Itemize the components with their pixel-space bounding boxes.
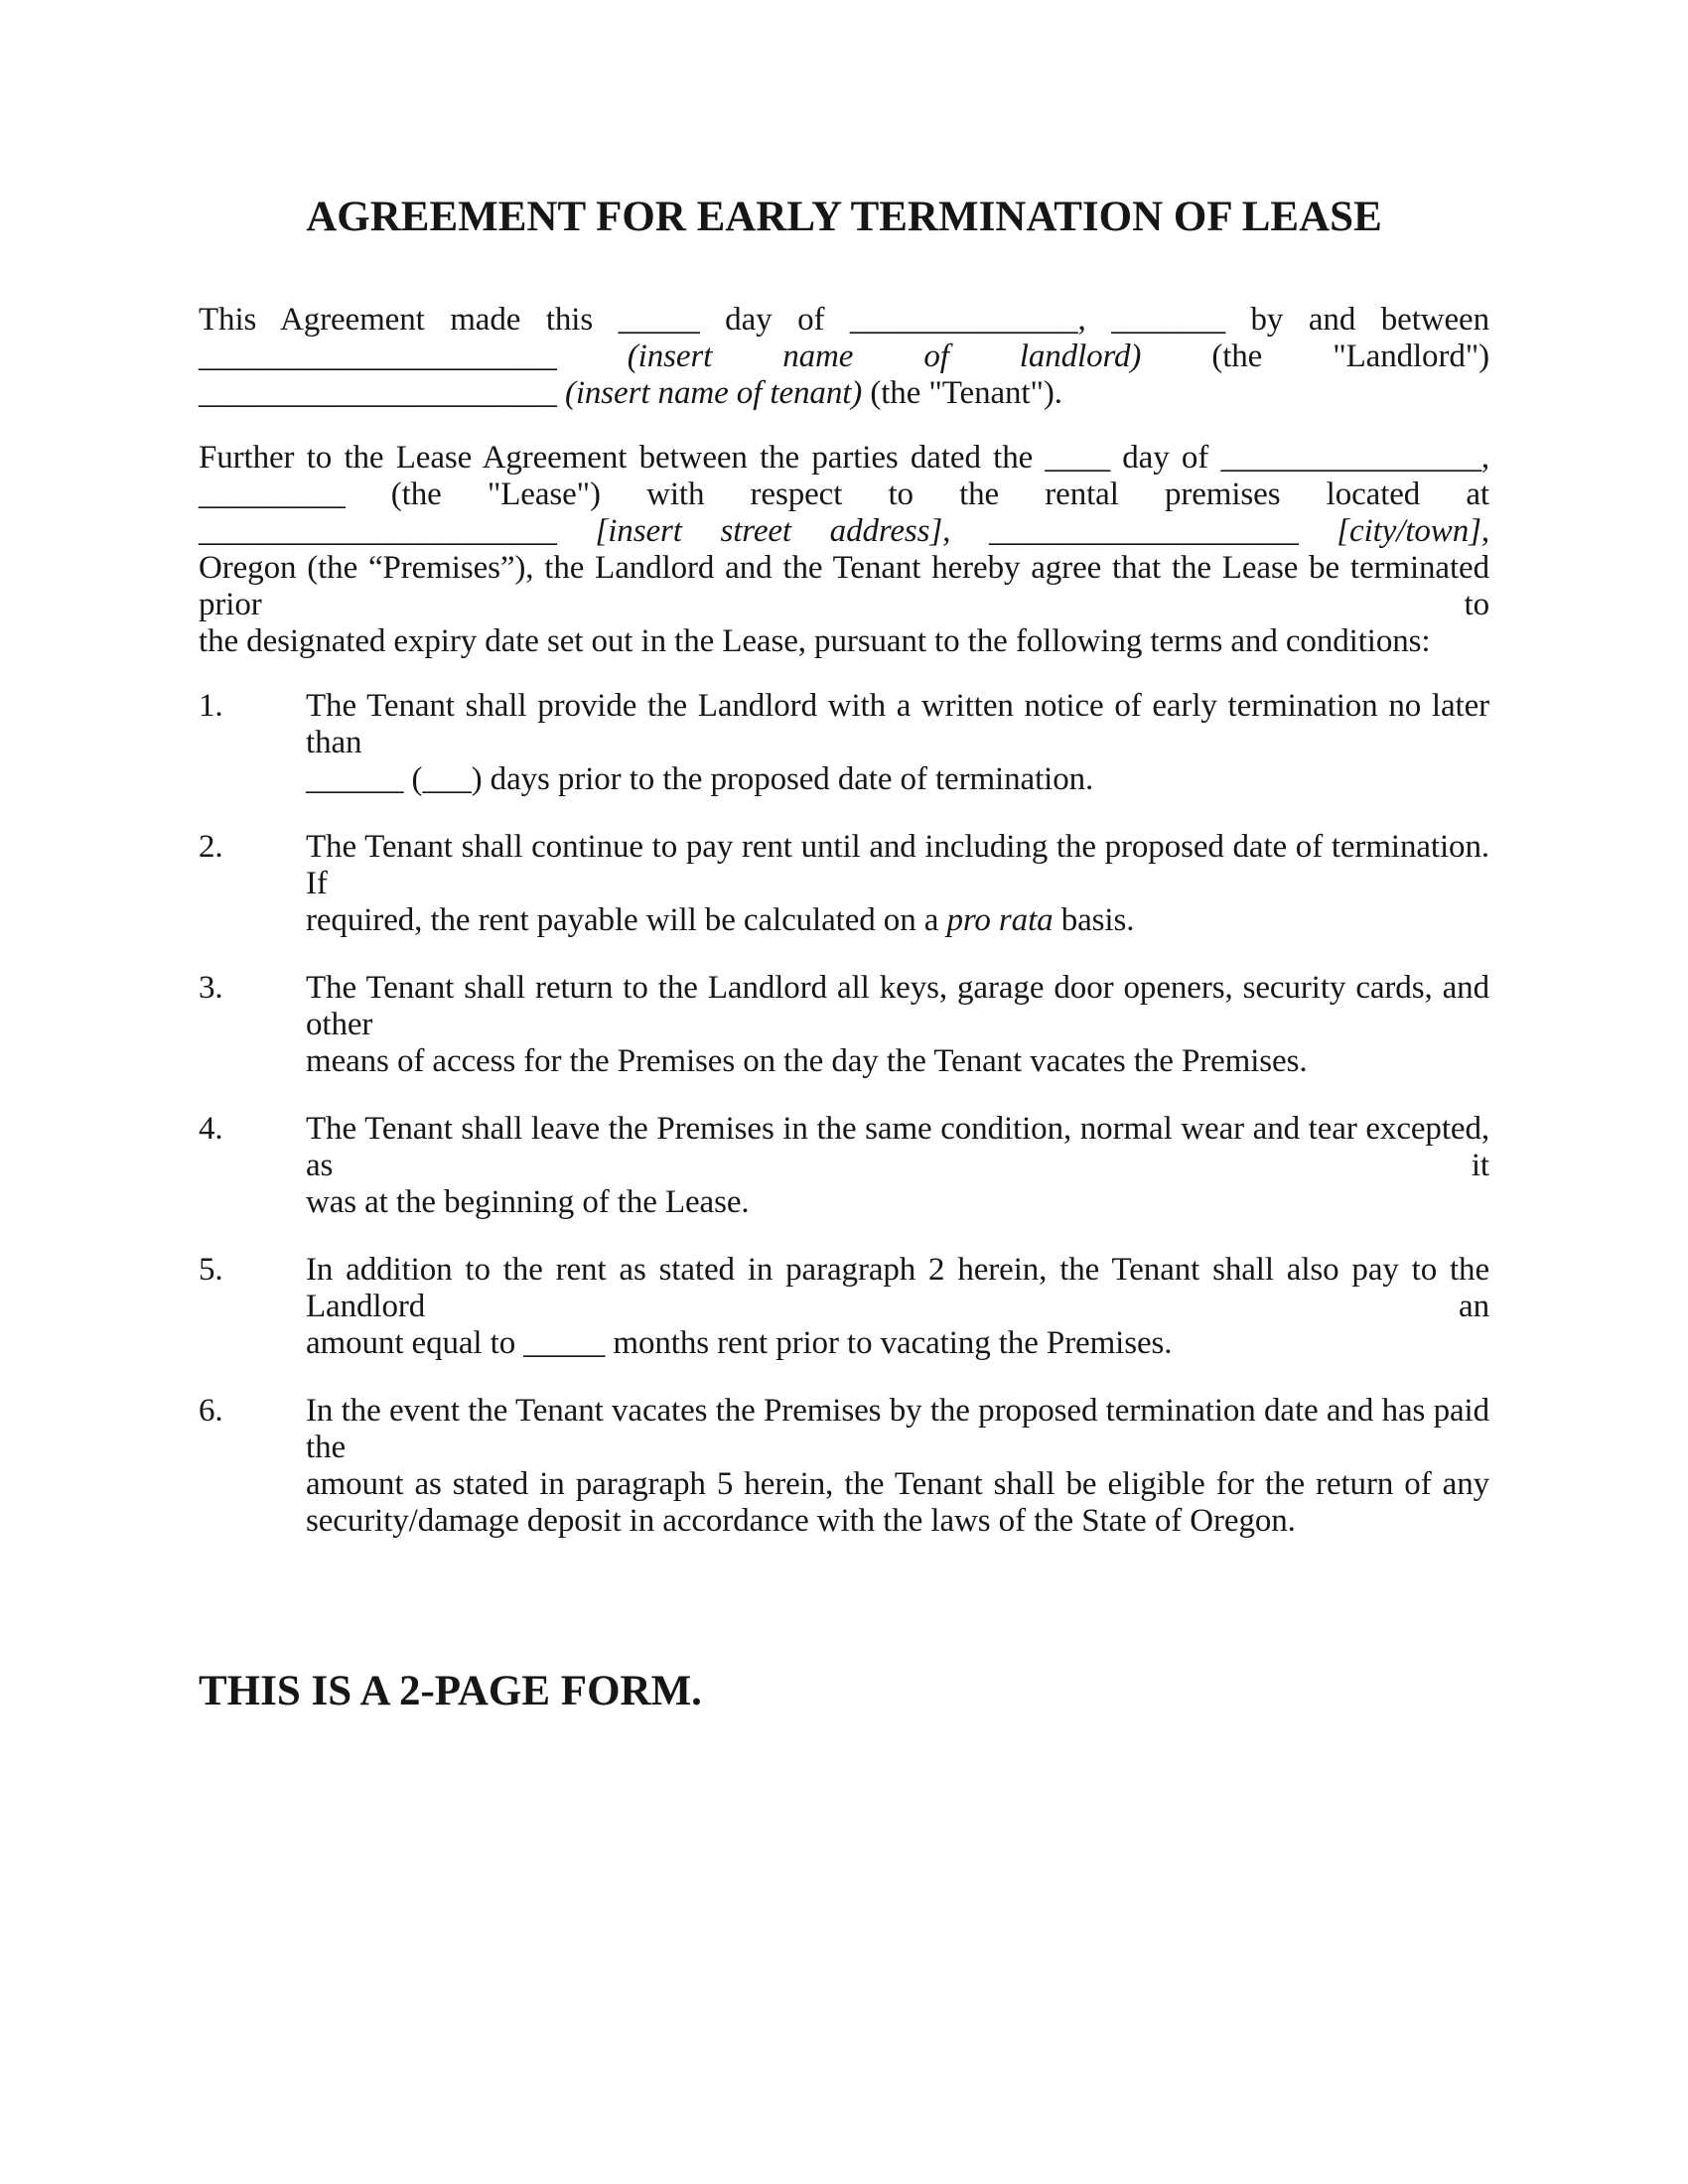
item-number: 6.: [199, 1393, 223, 1429]
text-line: [306, 1043, 1489, 1080]
text-line: [199, 339, 1489, 375]
text-line: [306, 688, 1489, 761]
text-line: [306, 902, 1489, 939]
text-segment: The Tenant shall provide the Landlord with a written notice of early termination no later than: [306, 688, 1489, 760]
text-segment: The Tenant shall leave the Premises in the same condition, normal wear and tear excepted, as it: [306, 1111, 1489, 1183]
text-line: [199, 440, 1489, 477]
text-line: [199, 302, 1489, 339]
italic-instruction: (insert name of tenant): [564, 375, 863, 411]
italic-instruction: (insert name of landlord): [627, 339, 1142, 374]
text-segment: ______________________: [199, 339, 628, 374]
text-segment: required, the rent payable will be calculated on a: [306, 902, 947, 938]
item-number: 4.: [199, 1111, 223, 1147]
text-segment: the designated expiry date set out in the Lease, pursuant to the following terms and conditions:: [199, 623, 1431, 659]
term-item-4: [199, 1111, 1489, 1221]
text-segment: ___________________: [950, 513, 1337, 549]
text-segment: The Tenant shall return to the Landlord all keys, garage door openers, security cards, and other: [306, 970, 1489, 1042]
text-line: [306, 761, 1489, 798]
text-line: [306, 1184, 1489, 1221]
text-line: [306, 1111, 1489, 1184]
text-segment: This Agreement made this _____ day of ______________, _______ by and between: [199, 302, 1489, 338]
text-segment: amount as stated in paragraph 5 herein, the Tenant shall be eligible for the return of any: [306, 1466, 1489, 1502]
text-segment: was at the beginning of the Lease.: [306, 1184, 750, 1220]
text-line: [199, 550, 1489, 623]
text-segment: (the "Tenant").: [862, 375, 1062, 411]
text-segment: ______________________: [199, 375, 565, 411]
text-segment: _________ (the "Lease") with respect to the rental premises located at: [199, 477, 1489, 512]
text-segment: means of access for the Premises on the day the Tenant vacates the Premises.: [306, 1043, 1308, 1079]
text-segment: security/damage deposit in accordance with the laws of the State of Oregon.: [306, 1503, 1296, 1539]
text-line: [306, 829, 1489, 902]
term-item-1: [199, 688, 1489, 798]
item-number: 5.: [199, 1252, 223, 1288]
text-line: [306, 1466, 1489, 1503]
item-body: [306, 970, 1489, 1080]
page-count-note: THIS IS A 2-PAGE FORM.: [199, 1668, 702, 1714]
term-item-6: [199, 1393, 1489, 1540]
text-segment: In the event the Tenant vacates the Premises by the proposed termination date and has paid the: [306, 1393, 1489, 1465]
item-body: [306, 829, 1489, 939]
text-segment: ______ (___) days prior to the proposed date of termination.: [306, 761, 1094, 797]
term-item-5: [199, 1252, 1489, 1362]
item-number: 1.: [199, 688, 223, 724]
item-body: [306, 1252, 1489, 1362]
italic-instruction: [insert street address],: [595, 513, 951, 549]
text-line: [306, 1325, 1489, 1362]
text-line: [199, 375, 1489, 412]
text-line: [199, 623, 1489, 660]
text-segment: The Tenant shall continue to pay rent until and including the proposed date of termination. If: [306, 829, 1489, 901]
text-line: [306, 1252, 1489, 1325]
text-segment: In addition to the rent as stated in paragraph 2 herein, the Tenant shall also pay to the Landlord an: [306, 1252, 1489, 1324]
item-number: 2.: [199, 829, 223, 865]
text-segment: ______________________: [199, 513, 596, 549]
text-segment: basis.: [1053, 902, 1135, 938]
term-item-3: [199, 970, 1489, 1080]
item-body: [306, 688, 1489, 798]
intro-paragraphs: [199, 302, 1489, 660]
term-item-2: [199, 829, 1489, 939]
text-segment: Oregon (the “Premises”), the Landlord and the Tenant hereby agree that the Lease be terminated prior to: [199, 550, 1489, 622]
text-segment: Further to the Lease Agreement between the parties dated the ____ day of ________________,: [199, 440, 1489, 476]
text-line: [306, 970, 1489, 1043]
paragraph-opening: [199, 302, 1489, 412]
text-line: [306, 1503, 1489, 1540]
document-title: AGREEMENT FOR EARLY TERMINATION OF LEASE: [306, 194, 1382, 240]
text-line: [199, 477, 1489, 513]
terms-list: [199, 688, 1489, 1540]
item-number: 3.: [199, 970, 223, 1006]
italic-instruction: pro rata: [946, 902, 1054, 938]
paragraph-recital: [199, 440, 1489, 660]
italic-instruction: [city/town],: [1336, 513, 1490, 549]
text-segment: amount equal to _____ months rent prior to vacating the Premises.: [306, 1325, 1173, 1361]
text-line: [199, 513, 1489, 550]
item-body: [306, 1111, 1489, 1221]
text-line: [306, 1393, 1489, 1466]
item-body: [306, 1393, 1489, 1540]
text-segment: (the "Landlord"): [1141, 339, 1490, 374]
